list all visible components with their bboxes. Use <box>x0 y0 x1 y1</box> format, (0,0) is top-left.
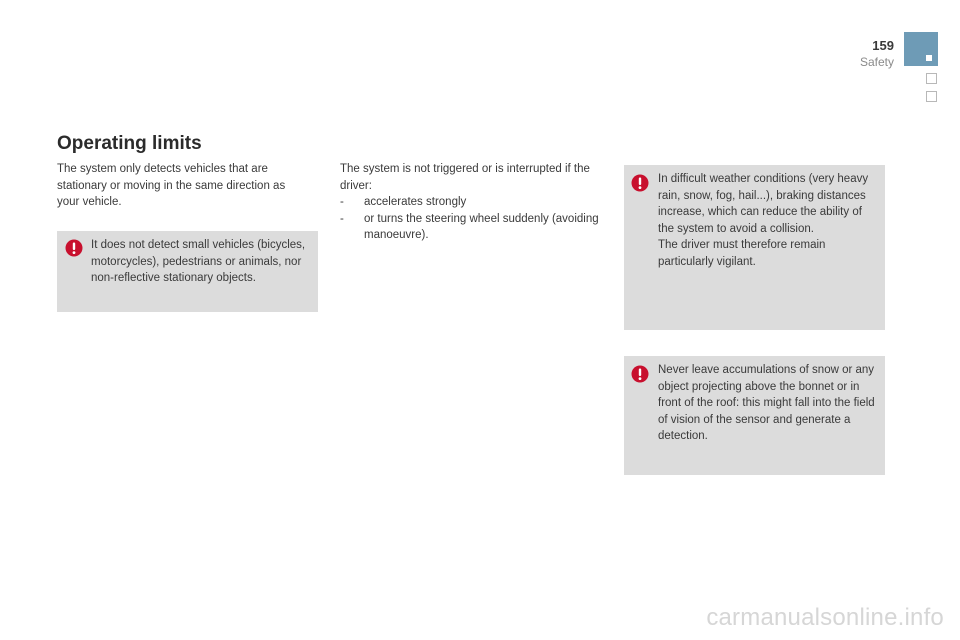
section-tab-empty[interactable] <box>926 91 937 102</box>
page-number: 159 <box>872 38 894 53</box>
exclamation-warning-icon <box>631 174 649 192</box>
list-marker: - <box>340 212 344 225</box>
warning-text: In difficult weather conditions (very heavy rain, snow, fog, hail...), braking distances increase, which can reduce the ability of the system to avoid a collision. The driver must therefore remain particularly vigilant. <box>658 173 869 268</box>
warning-box-weather <box>624 165 885 330</box>
warning-box-snow <box>624 356 885 475</box>
list-item <box>340 211 605 244</box>
list-item-text: accelerates strongly <box>364 196 467 208</box>
watermark-text: carmanualsonline.info <box>706 604 944 631</box>
driver-conditions <box>340 161 605 244</box>
exclamation-warning-icon <box>65 239 83 257</box>
exclamation-warning-icon <box>631 365 649 383</box>
warning-text: Never leave accumulations of snow or any object projecting above the bonnet or in front of the roof: this might fall into the field of vision of the sensor and generate a detection. <box>658 364 875 442</box>
page-title: Operating limits <box>57 133 202 154</box>
tab-marker-icon <box>926 55 932 61</box>
driver-list <box>340 194 605 244</box>
section-label: Safety <box>859 55 894 69</box>
intro-paragraph: The system only detects vehicles that are stationary or moving in the same direction as your vehicle. <box>57 163 286 208</box>
section-tab-active[interactable] <box>904 32 938 66</box>
list-item <box>340 194 605 211</box>
warning-box-small-vehicles <box>57 231 318 312</box>
driver-lead-text: The system is not triggered or is interrupted if the driver: <box>340 163 590 192</box>
warning-text: It does not detect small vehicles (bicycles, motorcycles), pedestrians or animals, nor non-reflective stationary objects. <box>91 239 306 284</box>
section-tab-empty[interactable] <box>926 73 937 84</box>
list-item-text: or turns the steering wheel suddenly (avoiding manoeuvre). <box>364 212 599 241</box>
list-marker: - <box>340 196 344 208</box>
